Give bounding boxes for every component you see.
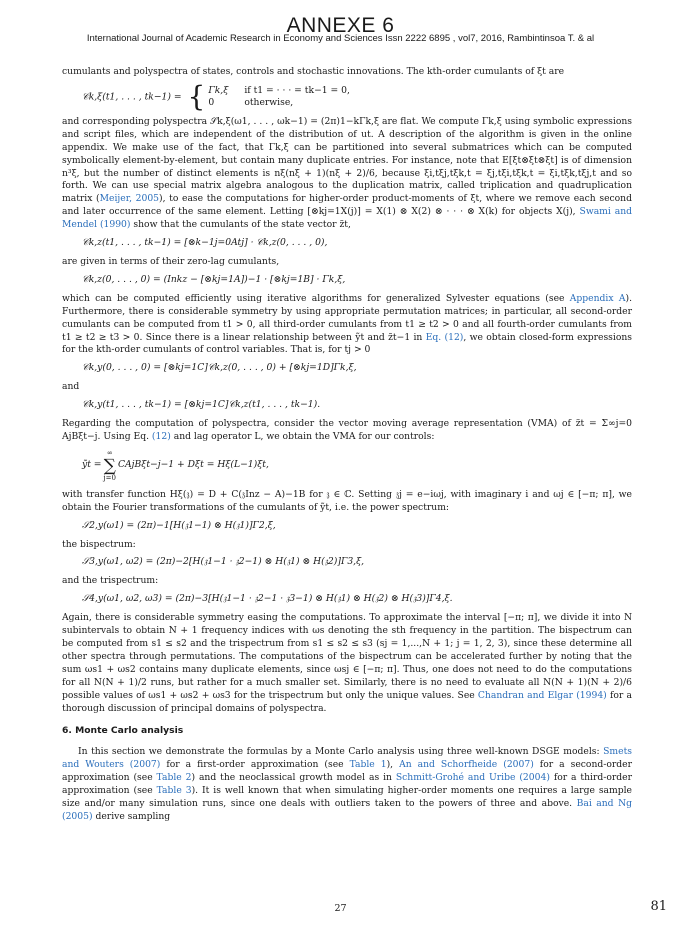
table-link[interactable]: Table 2 [156,772,192,784]
page-number: 27 [334,903,347,914]
case-value: 0 [208,96,215,108]
equation-lhs: 𝒞k,ξ(t1, . . . , tk−1) = [82,91,182,103]
equation-bispectrum: 𝒮3,y(ω1, ω2) = (2π)−2[H(𝔷1−1 · 𝔷2−1) ⊗ H(𝔷1) ⊗ H(𝔷2)]Γ3,ξ, [82,556,365,568]
table-link[interactable]: Table 3 [156,785,192,797]
case-condition: if t1 = · · · = tk−1 = 0, [244,84,350,96]
paragraph: are given in terms of their zero-lag cumulants, [62,255,280,267]
citation-link[interactable]: Meijer, 2005 [99,193,160,205]
equation-link[interactable]: (12) [151,430,171,442]
summation: ∞ ∑ j=0 [103,448,117,482]
citation-link[interactable]: An and Schorfheide (2007) [399,759,534,771]
paragraph: Again, there is considerable symmetry easing the computations. To approximate the interval [−π; π], we divide it into N subintervals to obtain N + 1 frequency indices with ωs denoting the sth frequency in the partition. The bispectrum can be computed from s1 ≤ s2 and the trispectrum from s1 ≤ s2 ≤ s3 (sj = 1,...,N + 1; j = 1, 2, 3), since these determine all other spectra through permutations. The computations of the bispectrum can be accelerated further by noting that the sum ωs1 + ωs2 contains many duplicate elements, since ωsj ∈ [−π; π]. Thus, one does not need to do the computations for all N(N + 1)/2 runs, but rather for a much smaller set. Similarly, there is no need to evaluate all N(N + 1)(N + 2)/6 possible values of ωs1 + ωs2 + ωs3 for the trispectrum but only the unique values. See Chandran and Elgar (1994) for a thorough discussion of principal domains of polyspectra. [62,612,632,714]
paragraph: and the trispectrum: [62,575,159,587]
paragraph: cumulants and polyspectra of states, controls and stochastic innovations. The kth-order cumulants of ξt are [62,66,565,77]
case-condition: otherwise, [244,96,294,108]
paragraph: the bispectrum: [62,538,136,550]
equation-vma: ỹt = ∞ ∑ j=0 CAjBξt−j−1 + Dξt = Hξ(L−1)ξt, [82,448,269,482]
citation-link[interactable]: Smets and Wouters (2007) [62,746,632,771]
equation-state-cumulants: 𝒞k,z(t1, . . . , tk−1) = [⊗k−1j=0Atj] · 𝒞k,z(0, . . . , 0), [82,237,328,249]
paragraph: In this section we demonstrate the formulas by a Monte Carlo analysis using three well-known DSGE models: Smets and Wouters (2007) for a first-order approximation (see Table 1), An and Schorfheide (2007) for a second-order approximation (see Table 2) and the neoclassical growth model as in Schmitt-Grohé and Uribe (2004) for a third-order approximation (see Table 3). It is well known that when simulating higher-order moments one requires a large sample size and/or many simulation runs, since one deals with outliers taken to the powers of three and above. Bai and Ng (2005) derive sampling [62,746,632,822]
brace: { [187,79,206,113]
case-block [185,79,350,113]
paragraph: and [62,381,80,393]
annex-page-number: 81 [650,899,667,914]
equation-power-spectrum: 𝒮2,y(ω1) = (2π)−1[H(𝔷1−1) ⊗ H(𝔷1)]Γ2,ξ, [82,519,276,531]
equation-control-cumulants-zero: 𝒞k,y(0, . . . , 0) = [⊗kj=1C]𝒞k,z(0, . . . , 0) + [⊗kj=1D]Γk,ξ, [82,362,357,374]
journal-header: International Journal of Academic Research in Economy and Sciences Issn 2222 6895 , vol7, 2016, Rambintinsoa T. & al [86,33,595,44]
citation-link[interactable]: Bai and Ng (2005) [62,797,632,822]
table-link[interactable]: Table 1 [349,759,387,771]
paragraph: and corresponding polyspectra 𝒮k,ξ(ω1, . . . , ωk−1) = (2π)1−kΓk,ξ are flat. We compute Γk,ξ using symbolic expressions and script files, which are independent of the distribution of ut. A description of the algorithm is given in the online appendix. We make use of the fact, that Γk,ξ can be partitioned into several submatrices which can be computed symbolically element-by-element, but contain many duplicate entries. For instance, note that E[ξt⊗ξt⊗ξt] is of dimension n³ξ, but the number of distinct elements is nξ(nξ + 1)(nξ + 2)/6, because ξi,tξj,tξk,t = ξj,tξi,tξk,t = ξi,tξk,tξj,t and so forth. We can use special matrix algebra analogous to the duplication matrix, called triplication and quadruplication matrix (Meijer, 2005), to ease the computations for higher-order product-moments of ξt, where we remove each second and later occurrence of the same element. Letting [⊗kj=1X(j)] = X(1) ⊗ X(2) ⊗ · · · ⊗ X(k) for objects X(j), Swami and Mendel (1990) show that the cumulants of the state vector z̃t, [62,115,633,231]
equation-zero-lag-cumulants: 𝒞k,z(0, . . . , 0) = (Inkz − [⊗kj=1A])−1 · [⊗kj=1B] · Γk,ξ, [82,273,346,285]
page-body [62,66,632,827]
citation-link[interactable]: Swami and Mendel (1990) [62,206,633,231]
paragraph: with transfer function Hξ(𝔷) = D + C(𝔷Inz − A)−1B for 𝔷 ∈ ℂ. Setting 𝔷j = e−iωj, with imaginary i and ωj ∈ [−π; π], we obtain the Fourier transformations of the cumulants of ỹt, i.e. the power spectrum: [62,488,632,513]
section-heading: 6. Monte Carlo analysis [62,725,184,737]
appendix-link[interactable]: Appendix A [569,292,626,304]
equation-cumulant-innovations [82,79,632,113]
paragraph: Regarding the computation of polyspectra, consider the vector moving average representation (VMA) of z̃t = Σ∞j=0 AjBξt−j. Using Eq. (12) and lag operator L, we obtain the VMA for our controls: [62,418,632,442]
case-value: Γk,ξ [208,84,229,96]
citation-link[interactable]: Chandran and Elgar (1994) [477,689,607,701]
citation-link[interactable]: Schmitt-Grohé and Uribe (2004) [395,772,550,784]
paragraph: which can be computed efficiently using iterative algorithms for generalized Sylvester equations (see Appendix A). Furthermore, there is considerable symmetry by using appropriate permutation matrices; in particular, all second-order cumulants can be computed from t1 > 0, all third-order cumulants from t1 ≥ t2 > 0 and all fourth-order cumulants from t1 ≥ t2 ≥ t3 > 0. Since there is a linear relationship between ỹt and z̃t−1 in Eq. (12), we obtain closed-form expressions for the kth-order cumulants of control variables. That is, for tj > 0 [62,292,633,356]
annexe-title: ANNEXE 6 [286,14,395,37]
equation-control-cumulants: 𝒞k,y(t1, . . . , tk−1) = [⊗kj=1C]𝒞k,z(t1, . . . , tk−1). [82,399,321,411]
equation-trispectrum: 𝒮4,y(ω1, ω2, ω3) = (2π)−3[H(𝔷1−1 · 𝔷2−1 · 𝔷3−1) ⊗ H(𝔷1) ⊗ H(𝔷2) ⊗ H(𝔷3)]Γ4,ξ. [82,593,453,605]
equation-link[interactable]: Eq. (12) [425,331,464,343]
sigma-symbol: ∑ [103,455,116,476]
